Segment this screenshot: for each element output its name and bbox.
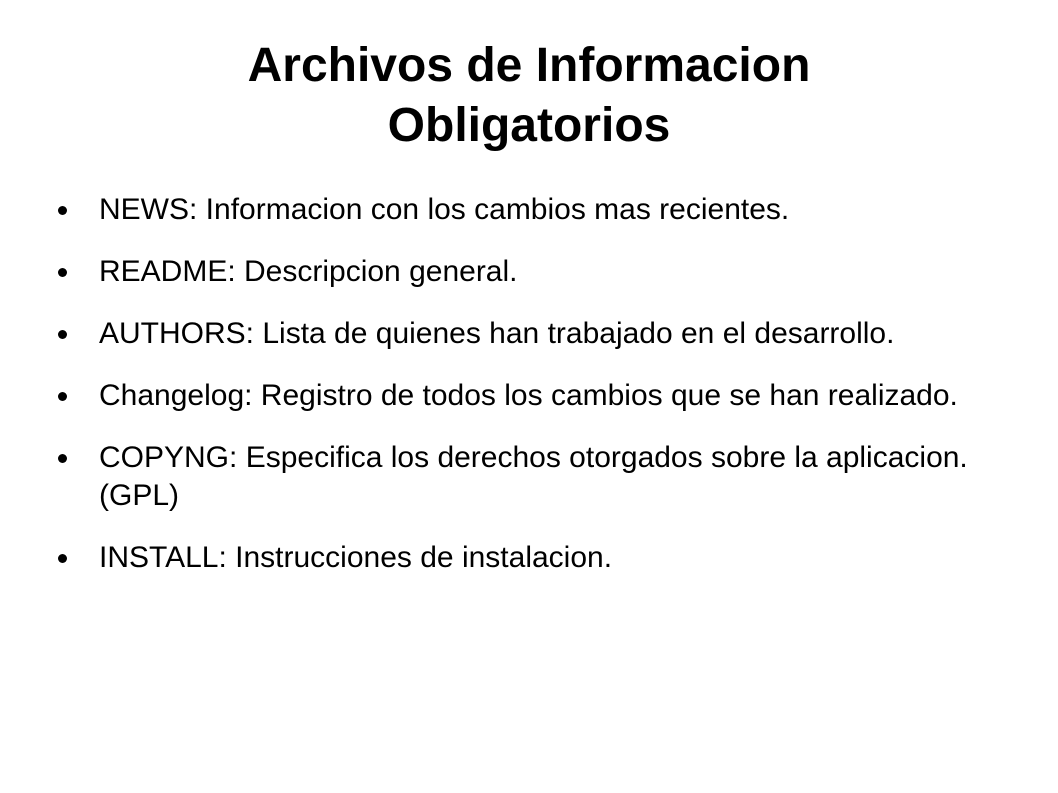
slide-title (40, 36, 1018, 156)
bullet-item-news (58, 191, 1008, 229)
bullet-text: COPYNG: Especifica los derechos otorgados sobre la aplicacion. (GPL) (99, 441, 968, 512)
bullet-item-changelog (58, 377, 1008, 415)
bullet-dot-icon (58, 392, 67, 401)
bullet-item-copying (58, 439, 1008, 515)
bullet-text: Changelog: Registro de todos los cambios que se han realizado. (99, 379, 958, 412)
bullet-dot-icon (58, 330, 67, 339)
bullet-item-readme (58, 253, 1008, 291)
bullet-dot-icon (58, 454, 67, 463)
bullet-dot-icon (58, 268, 67, 277)
bullet-text: NEWS: Informacion con los cambios mas recientes. (99, 193, 790, 226)
bullet-text: README: Descripcion general. (99, 255, 518, 288)
slide-title-line-2: Obligatorios (387, 99, 671, 152)
bullet-text: INSTALL: Instrucciones de instalacion. (99, 541, 613, 574)
bullet-list (58, 191, 1008, 601)
bullet-dot-icon (58, 206, 67, 215)
bullet-text: AUTHORS: Lista de quienes han trabajado en el desarrollo. (99, 317, 895, 350)
bullet-item-install (58, 539, 1008, 577)
bullet-item-authors (58, 315, 1008, 353)
slide-title-line-1: Archivos de Informacion (247, 39, 811, 92)
bullet-dot-icon (58, 554, 67, 563)
